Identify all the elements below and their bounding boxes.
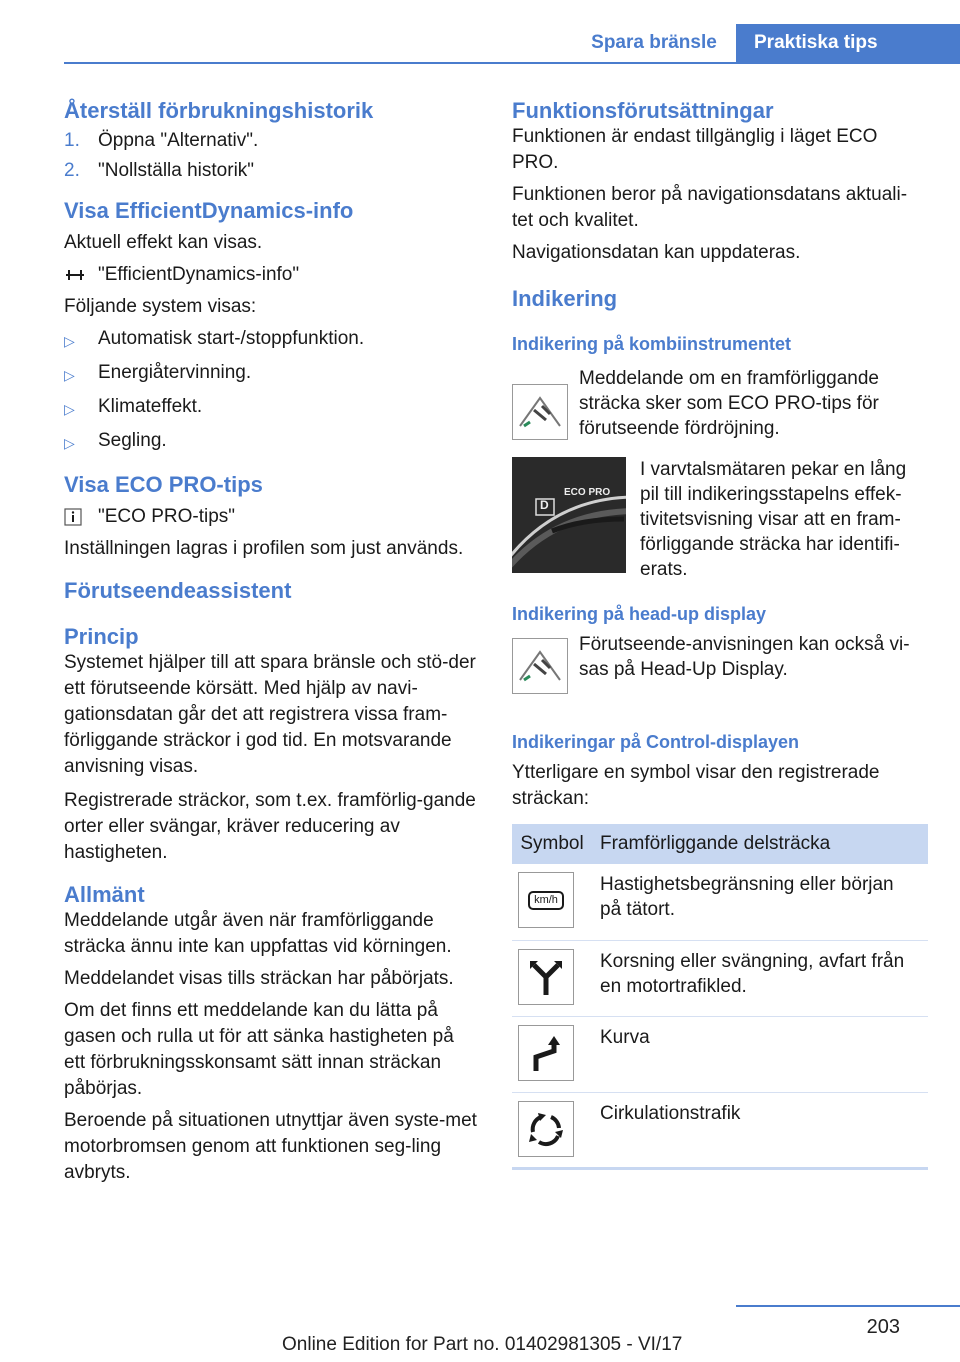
figure-row (512, 366, 928, 441)
paragraph: Funktionen beror på navigationsdatans aktuali-tet och kvalitet. (512, 184, 908, 231)
paragraph: Meddelandet visas tills sträckan har påbörjats. (64, 968, 454, 989)
heading-anticipatory-assistant: Förutseendeassistent (64, 578, 292, 603)
list-item: ▷ Automatisk start-/stoppfunktion. (64, 328, 365, 349)
right-column (512, 98, 928, 1170)
heading-instrument-cluster: Indikering på kombiinstrumentet (512, 334, 792, 354)
footer-rule (736, 1305, 960, 1307)
paragraph: Ytterligare en symbol visar den registrerade sträckan: (512, 762, 880, 809)
gauge-gear-label: D (540, 498, 549, 512)
figure (512, 632, 579, 694)
ed-systems-list (64, 326, 480, 456)
paragraph: Aktuell effekt kan visas. (64, 232, 263, 253)
gauge-mode-label: ECO PRO (564, 487, 611, 498)
figure (512, 457, 640, 582)
heading-control-display: Indikeringar på Control-displayen (512, 732, 800, 752)
paragraph: Beroende på situationen utnyttjar även syste-met motorbromsen genom att funktionen seg-ling avbryts. (64, 1110, 477, 1183)
table-row (512, 1016, 928, 1092)
figure-row (512, 632, 928, 694)
list-item: ▷ Klimateffekt. (64, 396, 203, 417)
header-chapter-tab[interactable]: Praktiska tips (736, 24, 960, 64)
table-row (512, 1092, 928, 1168)
page-number: 203 (866, 1316, 900, 1338)
symbol-table (512, 824, 928, 1170)
heading-efficientdynamics: Visa EfficientDynamics-info (64, 198, 354, 223)
header-rule (64, 62, 960, 64)
menu-path: "ECO PRO-tips" (64, 504, 480, 530)
paragraph: I varvtalsmätaren pekar en lång pil till indikeringsstapelns effek-tivitetsvisning visar att en fram-förliggande sträcka har identifi-erats. (640, 459, 907, 580)
heading-display: Indikering (512, 286, 618, 311)
table-header-symbol: Symbol (512, 824, 592, 864)
paragraph: Navigationsdatan kan uppdateras. (512, 242, 801, 263)
table-row (512, 864, 928, 940)
edition-footer: Online Edition for Part no. 01402981305 - VI/17 (282, 1334, 683, 1355)
table-row (512, 940, 928, 1016)
paragraph: Meddelande om en framförliggande sträcka sker som ECO PRO-tips för förutseende fördröjning. (579, 368, 879, 439)
heading-general: Allmänt (64, 882, 145, 907)
heading-requirements: Funktionsförutsättningar (512, 98, 774, 123)
anticipatory-warning-icon (512, 638, 568, 694)
paragraph: Systemet hjälper till att spara bränsle och stö-der ett förutseende körsätt. Med hjälp av navi-gationsdatan går det att registrera vissa fram-förliggande sträckor i god tid. En motsvarande anvisning visas. (64, 652, 476, 777)
drive-settings-icon (64, 267, 98, 283)
list-item: 2. "Nollställa historik" (64, 160, 255, 181)
table-header-description: Framförliggande delsträcka (592, 824, 928, 864)
roundabout-icon (518, 1101, 574, 1157)
table-cell: Hastighetsbegränsning eller början på tätort. (592, 864, 928, 940)
list-item: ▷ Energiåtervinning. (64, 362, 252, 383)
anticipatory-warning-icon (512, 384, 568, 440)
paragraph: Meddelande utgår även när framförliggande sträcka ännu inte kan uppfattas vid körningen. (64, 910, 452, 957)
info-icon (64, 508, 98, 526)
paragraph: Följande system visas: (64, 296, 257, 317)
table-cell: Korsning eller svängning, avfart från en motortrafikled. (592, 940, 928, 1016)
reset-steps-list (64, 128, 480, 184)
list-item: ▷ Segling. (64, 430, 167, 451)
paragraph: Om det finns ett meddelande kan du lätta på gasen och rulla ut för att sänka hastigheten på ett förbrukningsskonsamt sätt innan sträckan påbörjas. (64, 1000, 454, 1099)
paragraph: Förutseende-anvisningen kan också vi-sas på Head-Up Display. (579, 634, 910, 680)
table-cell: Kurva (592, 1016, 928, 1092)
table-cell: Cirkulationstrafik (592, 1092, 928, 1168)
figure (512, 366, 579, 441)
junction-icon (518, 949, 574, 1005)
heading-principle: Princip (64, 624, 139, 649)
menu-path: "EfficientDynamics-info" (64, 262, 480, 288)
curve-icon (518, 1025, 574, 1081)
left-column (64, 98, 480, 1186)
figure-row (512, 457, 928, 582)
heading-reset-history: Återställ förbrukningshistorik (64, 98, 374, 123)
tachometer-image (512, 457, 626, 573)
header-section-tab[interactable]: Spara bränsle (591, 32, 717, 53)
list-item: 1. Öppna "Alternativ". (64, 130, 259, 151)
heading-eco-pro-tips: Visa ECO PRO-tips (64, 472, 263, 497)
paragraph: Inställningen lagras i profilen som just används. (64, 538, 464, 559)
paragraph: Funktionen är endast tillgänglig i läget ECO PRO. (512, 126, 878, 173)
heading-head-up-display: Indikering på head-up display (512, 604, 767, 624)
paragraph: Registrerade sträckor, som t.ex. framförlig-gande orter eller svängar, kräver reducering av hastigheten. (64, 790, 476, 863)
speed-limit-icon: km/h (518, 872, 574, 928)
